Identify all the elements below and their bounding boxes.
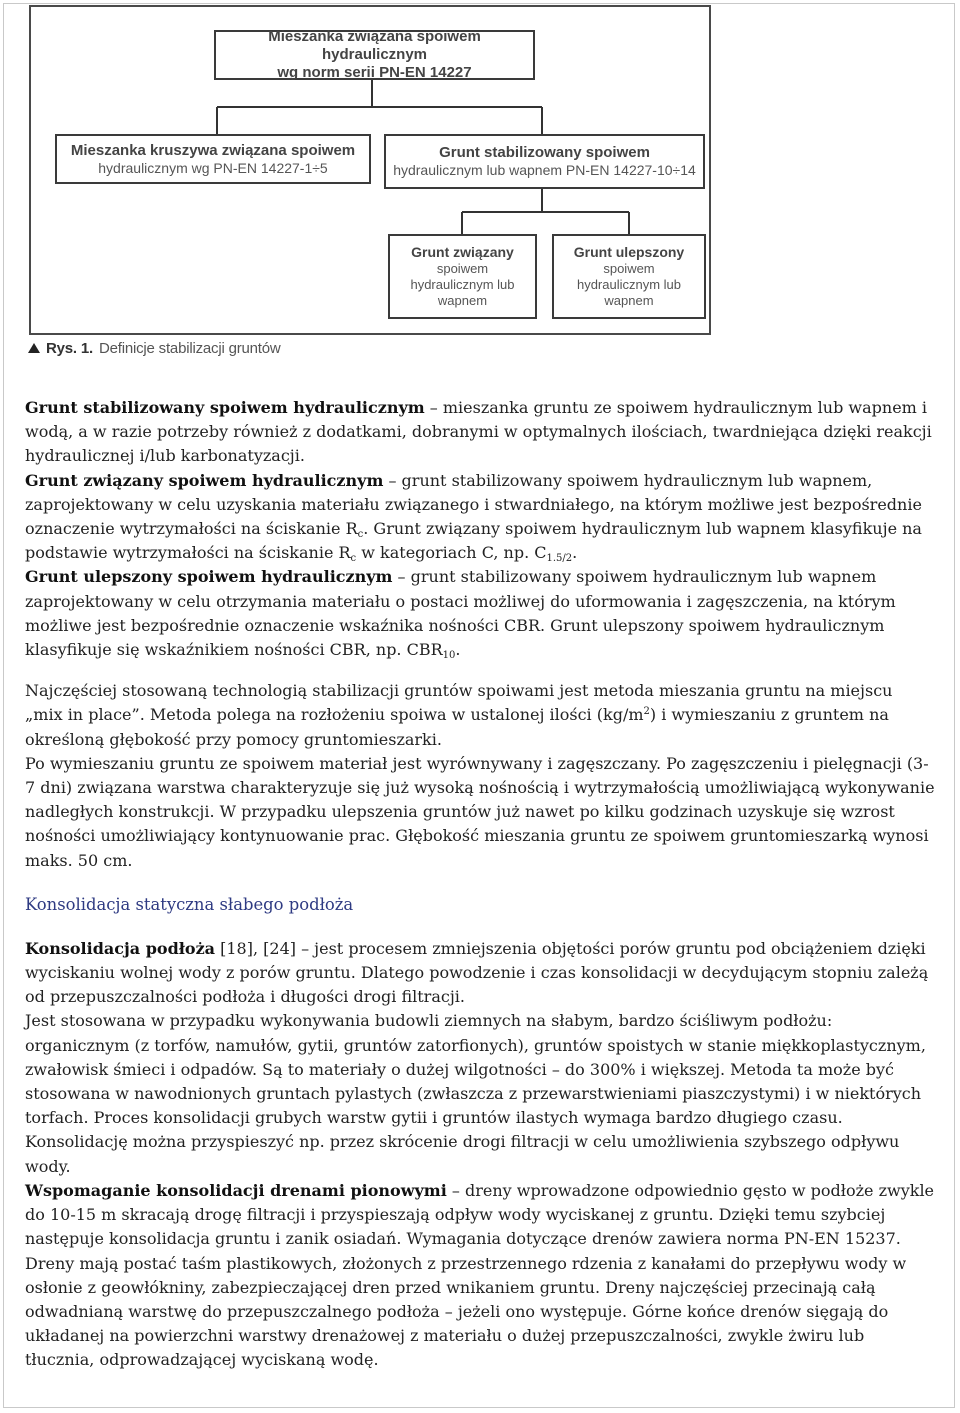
triangle-icon xyxy=(28,343,40,353)
paragraph-wymieszanie: Po wymieszaniu gruntu ze spoiwem materiał jest wyrównywany i zagęszczany. Po zagęszczeniu i pielęgnacji (3-7 dni) związana warstwa charakteryzuje się już wysoką nośnością i wytrzymałością umożliwiającą wykonywanie nadległych konstrukcji. W przypadku ulepszenia gruntów już nawet po kilku godzinach uzyskuje się wzrost nośności umożliwiający kontynuowanie prac. Głębokość mieszania gruntu ze spoiwem gruntomieszarką wynosi maks. 50 cm. xyxy=(25,753,935,870)
article-body xyxy=(25,396,935,1373)
sub-right-line1: Grunt ulepszony xyxy=(573,244,685,260)
top-box xyxy=(214,30,535,80)
right-box-line1: Grunt stabilizowany spoiwem xyxy=(439,144,650,161)
p4-text2: ) i wymieszaniu z gruntem na określoną głębokość przy pomocy gruntomieszarki. xyxy=(25,705,889,749)
sub-right-line4: wapnem xyxy=(604,293,654,308)
p4-sup1: 2 xyxy=(643,706,650,718)
p3-text1: – grunt stabilizowany spoiwem hydraulicznym lub wapnem zaprojektowany w celu otrzymania materiału o postaci możliwej do uformowania i zagęszczenia, na którym możliwe jest bezpośrednie oznaczenie wskaźnika nośności CBR. Grunt ulepszony spoiwem hydraulicznym klasyfikuje się wskaźnikiem nośności CBR, np. CBR xyxy=(25,567,896,660)
right-box-line2: hydraulicznym lub wapnem PN-EN 14227-10÷14 xyxy=(393,162,696,178)
p8-text: – dreny wprowadzone odpowiednio gęsto w podłoże zwykle do 10-15 m skracają drogę filtracji i przyspieszają odpływ wody wyciskanej z gruntu. Dzięki temu szybciej następuje konsolidacja gruntu i zanik osiadań. Wymagania dotyczące drenów zawiera norma PN-EN 15237. xyxy=(25,1180,935,1249)
paragraph-dreny-pionowe xyxy=(25,1179,935,1252)
paragraph-grunt-stabilizowany xyxy=(25,396,935,469)
left-box-line1: Mieszanka kruszywa związana spoiwem xyxy=(70,141,356,159)
paragraph-grunt-ulepszony xyxy=(25,565,935,662)
paragraph-zastosowanie: Jest stosowana w przypadku wykonywania budowli ziemnych na słabym, bardzo ściśliwym podłożu: organicznym (z torfów, namułów, gytii, gruntów zatorfionych), gruntów spoistych w stanie miękkoplastycznym, zwałowisk śmieci i odpadów. Są to materiały o dużej wilgotności – do 300% i większej. Metoda ta może być stosowana w nawodnionych gruntach pylastych (zwłaszcza z przewarstwieniami piaszczystymi) i w niektórych torfach. Proces konsolidacji grubych warstw gytii i gruntów ilastych wymaga bardzo długiego czasu. Konsolidację można przyspieszyć np. przez skrócenie drogi filtracji w celu umożliwienia szybszego odpływu wody. xyxy=(25,1011,926,1176)
p2-text2: . Grunt związany spoiwem hydraulicznym lub wapnem klasyfikuje na podstawie wytrzymałości na ściskanie R xyxy=(25,519,922,563)
caption-text: Definicje stabilizacji gruntów xyxy=(98,339,281,357)
p2-sub1: c xyxy=(357,529,364,541)
sub-right-box xyxy=(552,234,706,319)
sub-left-line3: hydraulicznym lub xyxy=(410,277,515,292)
p1-text: – mieszanka gruntu ze spoiwem hydraulicznym lub wapnem i wodą, a w razie potrzeby również z dodatkami, dobranymi w optymalnych ilościach, twardniejąca dzięki reakcji hydraulicznej i/lub karbonatyzacji. xyxy=(25,398,932,466)
p2-text4: . xyxy=(572,543,578,563)
sub-right-line2: spoiwem xyxy=(603,261,655,276)
paragraph-mix-in-place xyxy=(25,679,935,752)
paragraph-dreny-postac: Dreny mają postać taśm plastikowych, złożonych z przestrzennego rdzenia z kanałami do przepływu wody w osłonie z geowłókniny, zabezpieczającej dren przed wnikaniem gruntu. Dreny najczęściej przecinają całą odwadnianą warstwę do przepuszczalnego podłoża – jeżeli ono występuje. Górne końce drenów sięgają do układanej na powierzchni warstwy drenażowej z materiału o dużej przepuszczalności, zwykle żwiru lub tłucznia, odprowadzającej wyciskaną wodę. xyxy=(25,1253,907,1370)
caption-label: Rys. 1. xyxy=(46,339,93,357)
p4-text1: Najczęściej stosowaną technologią stabilizacji gruntów spoiwami jest metoda mieszania gruntu na miejscu „mix in place”. Metoda polega na rozłożeniu spoiwa w ustalonej ilości (kg/m xyxy=(25,681,893,725)
term-dreny-pionowe: Wspomaganie konsolidacji drenami pionowymi xyxy=(25,1180,447,1200)
sub-right-line3: hydraulicznym lub xyxy=(576,277,682,292)
top-box-line1: Mieszanka związana spoiwem hydraulicznym xyxy=(268,28,481,63)
sub-left-line4: wapnem xyxy=(437,293,488,308)
p3-sub1: 10 xyxy=(442,650,456,662)
paragraph-konsolidacja xyxy=(25,937,935,1010)
p2-text1: – grunt stabilizowany spoiwem hydraulicznym lub wapnem, zaprojektowany w celu uzyskania materiału związanego i stwardniałego, na którym możliwe jest bezpośrednie oznaczenie wytrzymałości na ściskanie R xyxy=(25,470,922,539)
p2-sub2: c xyxy=(350,553,357,565)
sub-left-line2: spoiwem xyxy=(436,261,489,276)
top-box-line2: wg norm serii PN-EN 14227 xyxy=(277,64,472,81)
paragraph-grunt-zwiazany xyxy=(25,469,935,566)
term-grunt-zwiazany: Grunt związany spoiwem hydraulicznym xyxy=(25,470,384,490)
p3-text2: . xyxy=(455,640,461,660)
p2-text3: w kategoriach C, np. C xyxy=(356,543,547,563)
left-box xyxy=(55,134,371,184)
term-konsolidacja: Konsolidacja podłoża xyxy=(25,938,216,958)
right-box xyxy=(384,134,705,189)
left-box-line2: hydraulicznym wg PN-EN 14227-1÷5 xyxy=(98,159,328,176)
section-heading: Konsolidacja statyczna słabego podłoża xyxy=(25,894,354,914)
sub-left-box xyxy=(388,234,537,319)
p6-text: [18], [24] – jest procesem zmniejszenia objętości porów gruntu pod obciążeniem dzięki wyciskaniu wolnej wody z porów gruntu. Dlatego powodzenie i czas konsolidacji w decydującym stopniu zależą od przepuszczalności podłoża i długości drogi filtracji. xyxy=(25,938,929,1007)
definitions-diagram xyxy=(29,5,711,335)
sub-left-line1: Grunt związany xyxy=(411,244,514,260)
p2-sub3: 1.5/2 xyxy=(546,553,573,565)
term-grunt-stabilizowany: Grunt stabilizowany spoiwem hydraulicznym xyxy=(25,398,425,417)
term-grunt-ulepszony: Grunt ulepszony spoiwem hydraulicznym xyxy=(25,567,393,587)
figure-caption xyxy=(28,338,281,358)
